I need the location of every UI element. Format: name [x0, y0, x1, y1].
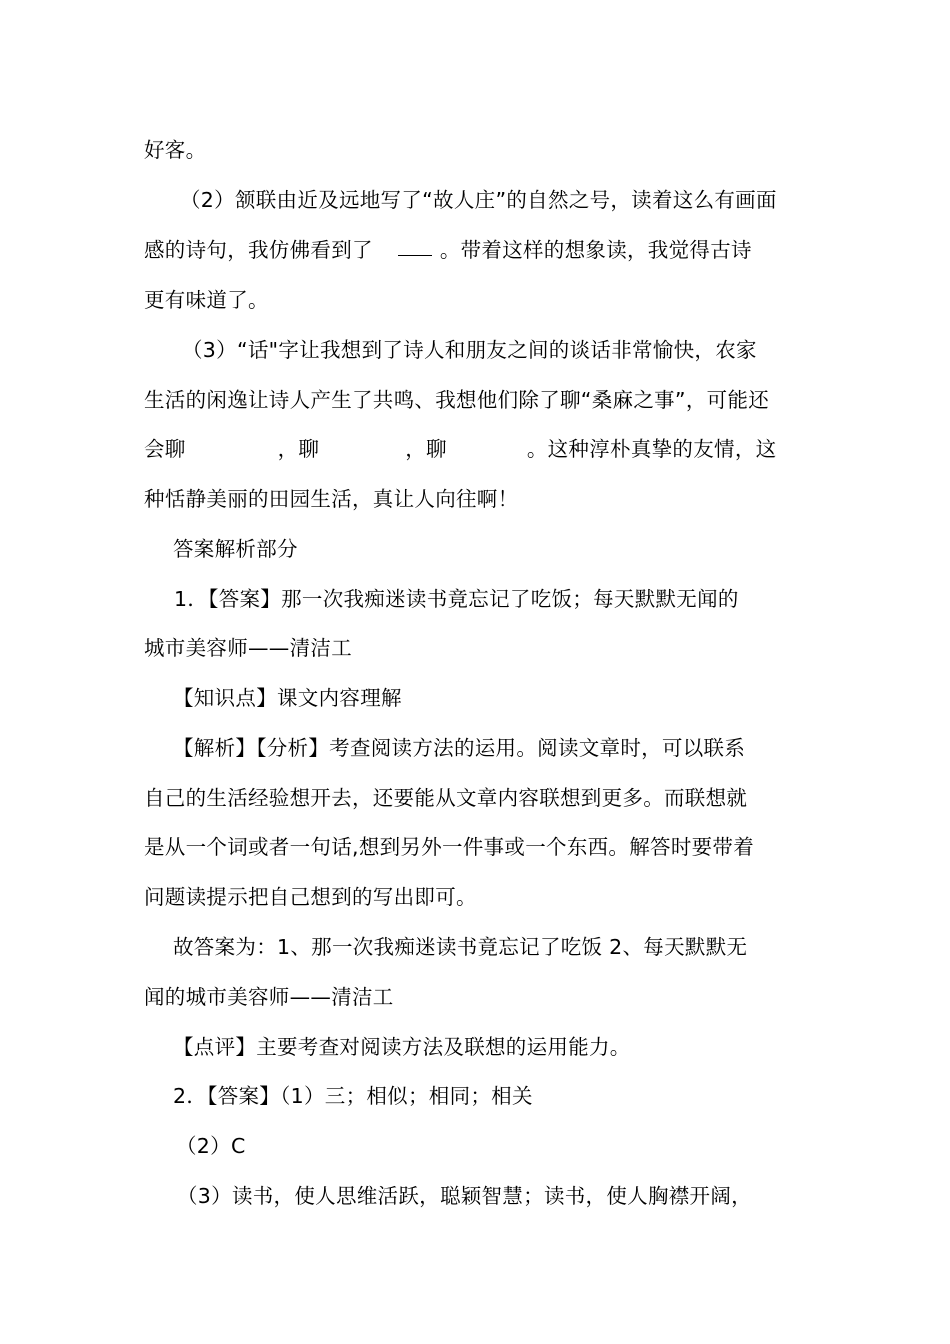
- text-line-5: （3）“话"字让我想到了诗人和朋友之间的谈话非常愉快，农家: [182, 338, 757, 362]
- text-line-14: 自己的生活经验想开去，还要能从文章内容联想到更多。而联想就: [144, 786, 748, 810]
- text-line-18: 闻的城市美容师——清洁工: [144, 985, 394, 1009]
- text-line-7-part-2: ，聊: [277, 437, 320, 461]
- section-heading: 答案解析部分: [173, 537, 298, 561]
- text-line-16: 问题读提示把自己想到的写出即可。: [144, 885, 477, 909]
- text-line-1: 好客。: [144, 138, 207, 162]
- text-line-11: 城市美容师——清洁工: [144, 636, 352, 660]
- text-line-10: 1．【答案】那一次我痴迷读书竟忘记了吃饭；每天默默无闻的: [174, 587, 739, 611]
- text-line-22: （3）读书，使人思维活跃，聪颖智慧；读书，使人胸襟开阔，: [177, 1184, 752, 1208]
- text-line-7-part-3: ，聊: [405, 437, 447, 461]
- text-line-3-part-2: 。带着这样的想象读，我觉得古诗: [439, 238, 752, 262]
- text-line-3-part-1: 感的诗句，我仿佛看到了: [144, 238, 373, 262]
- text-line-19: 【点评】主要考查对阅读方法及联想的运用能力。: [173, 1035, 631, 1059]
- text-line-20: 2．【答案】（1）三；相似；相同；相关: [173, 1084, 533, 1108]
- text-line-6: 生活的闲逸让诗人产生了共鸣、我想他们除了聊“桑麻之事”，可能还: [144, 388, 770, 412]
- text-line-3: [144, 235, 752, 265]
- text-line-7-part-1: 会聊: [144, 437, 186, 461]
- fill-in-blank: [398, 237, 432, 256]
- text-line-4: 更有味道了。: [144, 288, 269, 312]
- text-line-13: 【解析】【分析】考查阅读方法的运用。阅读文章时，可以联系: [173, 736, 746, 760]
- text-line-2: （2）颔联由近及远地写了“故人庄”的自然之号，读着这么有画面: [180, 188, 777, 212]
- text-line-15: 是从一个词或者一句话,想到另外一件事或一个东西。解答时要带着: [144, 835, 755, 859]
- text-line-21: （2）C: [176, 1134, 246, 1158]
- text-line-7-part-4: 。这种淳朴真挚的友情，这: [526, 437, 777, 461]
- text-line-8: 种恬静美丽的田园生活，真让人向往啊！: [144, 487, 519, 511]
- text-line-12: 【知识点】课文内容理解: [173, 686, 402, 710]
- text-line-17: 故答案为：1、那一次我痴迷读书竟忘记了吃饭 2、每天默默无: [173, 935, 748, 959]
- text-line-7: [144, 434, 776, 464]
